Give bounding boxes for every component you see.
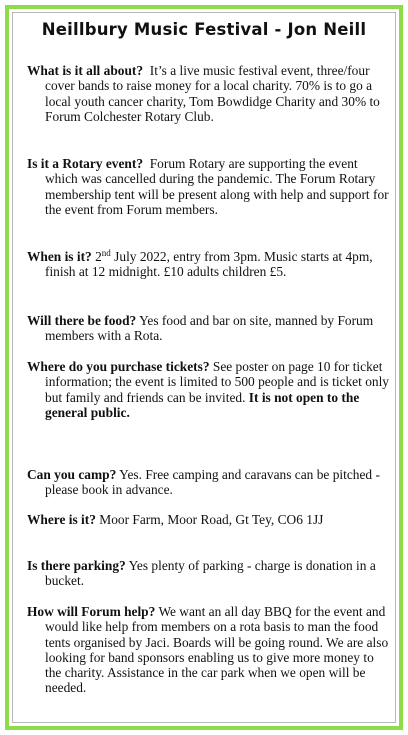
faq-question: What is it all about?	[27, 63, 144, 78]
faq-item-tickets	[27, 359, 393, 420]
faq-answer-ordinal: nd	[101, 248, 111, 258]
faq-answer: Forum Rotary are supporting the event which was cancelled during the pandemic. The Forum Rotary membership tent will be present along with help and support for the event from Forum members.	[45, 156, 389, 217]
faq-answer: July 2022, entry from 3pm. Music starts at 4pm, finish at 12 midnight. £10 adults children £5.	[45, 249, 373, 280]
faq-item-parking	[27, 558, 393, 589]
faq-question: When is it?	[27, 249, 92, 264]
article-title: Neillbury Music Festival - Jon Neill	[41, 20, 367, 39]
faq-answer: Yes food and bar on site, manned by Forum members with a Rota.	[45, 313, 374, 344]
faq-answer: Yes. Free camping and caravans can be pitched - please book in advance.	[45, 467, 380, 498]
faq-item-food	[27, 313, 393, 344]
faq-question: Is it a Rotary event?	[27, 156, 144, 171]
faq-item-what	[27, 63, 393, 124]
faq-item-when	[27, 249, 393, 280]
faq-question: How will Forum help?	[27, 604, 156, 619]
faq-answer-day: 2	[95, 249, 102, 264]
faq-answer: See poster on page 10 for ticket information; the event is limited to 500 people and is ticket only but family and friends can be invited.	[45, 359, 389, 405]
faq-answer-emphasis: It is not open to the general public.	[45, 389, 360, 420]
faq-question: Can you camp?	[27, 467, 117, 482]
article-frame	[5, 5, 403, 730]
faq-item-rotary	[27, 156, 393, 217]
faq-question: Will there be food?	[27, 313, 137, 328]
faq-answer: Moor Farm, Moor Road, Gt Tey, CO6 1JJ	[99, 512, 324, 527]
faq-answer: We want an all day BBQ for the event and would like help from members on a rota basis to man the food tents organised by Jaci. Boards will be going round. We are also looking for band sponsors enabling us to give more money to the charity. Assistance in the car park when we open will be needed.	[45, 604, 389, 696]
faq-item-camp	[27, 467, 393, 498]
faq-answer: Yes plenty of parking - charge is donation in a bucket.	[45, 558, 376, 589]
faq-question: Where is it?	[27, 512, 96, 527]
faq-question: Where do you purchase tickets?	[27, 359, 210, 374]
faq-question: Is there parking?	[27, 558, 126, 573]
faq-item-where	[27, 512, 393, 527]
faq-answer: It’s a live music festival event, three/four cover bands to raise money for a local charity. 70% is to go a local youth cancer charity, Tom Bowdidge Charity and 30% to Forum Colchester Rotary Club.	[45, 63, 380, 124]
faq-item-forum-help	[27, 604, 393, 696]
